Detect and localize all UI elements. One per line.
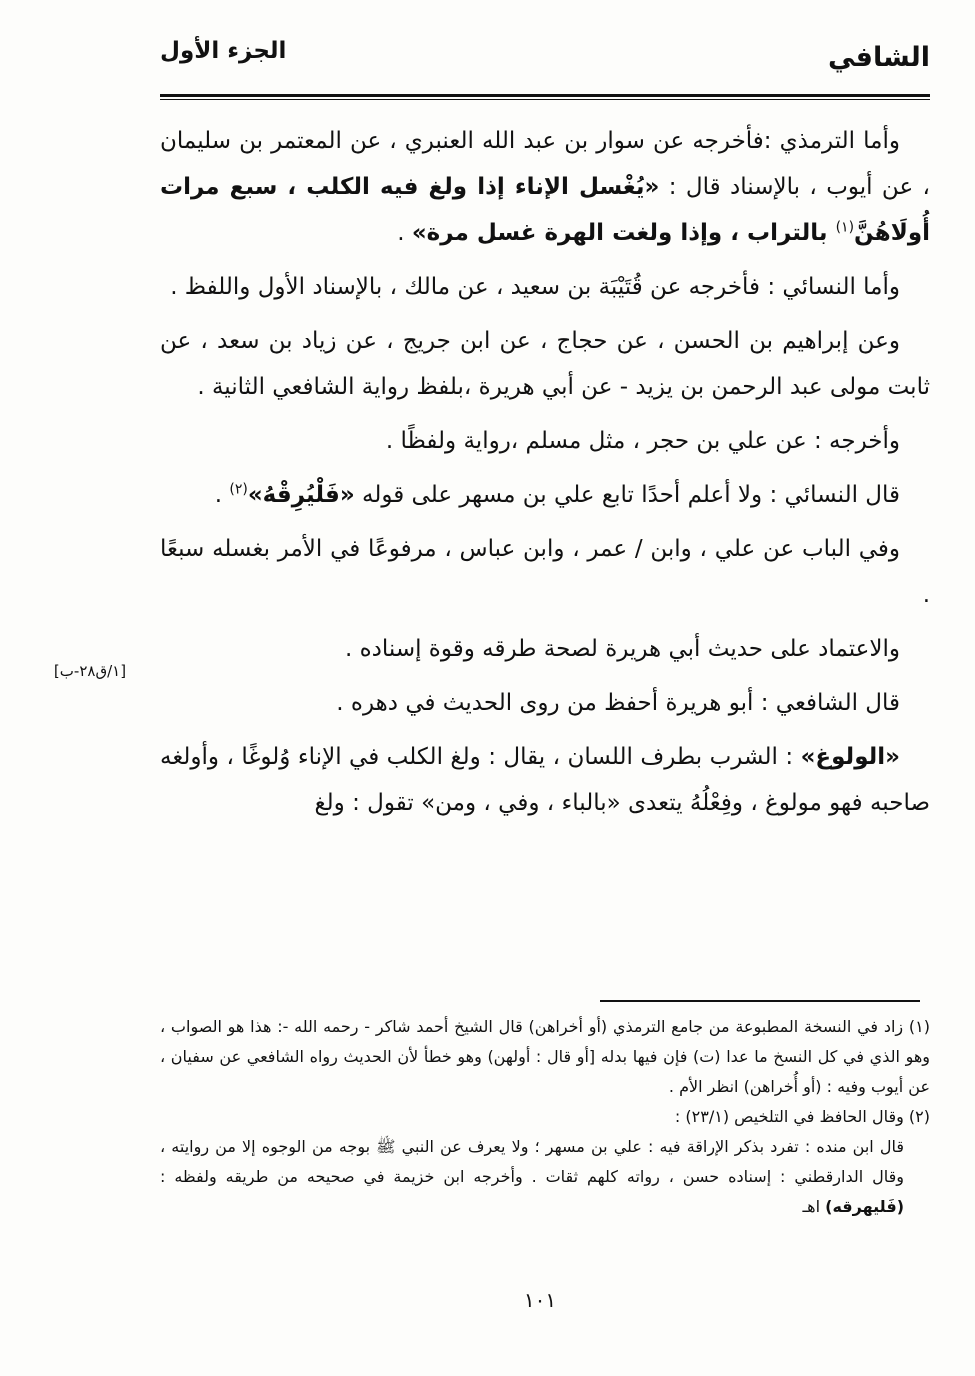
footnote-separator: [600, 1000, 920, 1002]
footnote-quoted-word: (فَليهرقه): [825, 1197, 904, 1216]
footnote-1: (١) زاد في النسخة المطبوعة من جامع الترمذي (أو أخراهن) قال الشيخ أحمد شاكر - رحمه الله -: هذا هو الصواب ، وهو الذي في كل النسخ ما عدا (ت) فإن فيها بدله [أو قال : أولهن) وهو خطأ لأن الحديث رواه الشافعي عن سفيان ، عن أيوب وفيه : (أو أُخراهن) انظر الأم .: [160, 1017, 930, 1096]
header-double-rule: [160, 94, 930, 100]
footnote-ref-2: (٢): [229, 481, 248, 498]
footnote-2-heading: (٢) وقال الحافظ في التلخيص (٢٣/١) :: [674, 1107, 930, 1126]
paragraph-ibrahim: وعن إبراهيم بن الحسن ، عن حجاج ، عن ابن جريج ، عن زياد بن سعد ، عن ثابت مولى عبد الرحمن بن يزيد - عن أبي هريرة ،بلفظ رواية الشافعي الثانية .: [160, 328, 930, 400]
hadith-quote-cont: بالتراب ، وإذا ولغت الهرة غسل مرة»: [411, 220, 836, 246]
paragraph-itimad: والاعتماد على حديث أبي هريرة لصحة طرقه وقوة إسناده .: [344, 636, 900, 662]
footnotes: [160, 1012, 930, 1252]
paragraph-shafii: قال الشافعي : أبو هريرة أحفظ من روى الحديث في دهره .: [336, 690, 900, 716]
main-text: [160, 118, 930, 988]
footnote-ref-1: (١): [835, 219, 855, 236]
running-header-book-title: الشافي: [827, 42, 930, 73]
quoted-word: «فَلْيُرِقْهُ»: [247, 482, 355, 508]
paragraph-wulugh: «الولوغ» : الشرب بطرف اللسان ، يقال : ولغ الكلب في الإناء وُلوغًا ، وأولغه صاحبه فهو مولوغ ، وفِعْلُهُ يتعدى «بالباء ، وفي ، ومن» تقول : ولغ: [160, 744, 930, 816]
running-header-volume: الجزء الأول: [160, 38, 287, 64]
paragraph-ali-ibn-hujr: وأخرجه : عن علي بن حجر ، مثل مسلم ،رواية ولفظًا .: [385, 428, 900, 454]
paragraph-bab: وفي الباب عن علي ، وابن / عمر ، وابن عباس ، مرفوعًا في الأمر بغسله سبعًا .: [160, 536, 930, 608]
page-number: ١٠١: [523, 1288, 557, 1312]
hadith-quote: «يُغْسل الإناء إذا ولغ فيه الكلب ، سبع مرات أُولَاهُنَّ: [160, 174, 930, 246]
footnote-2-body: قال ابن منده : تفرد بذكر الإراقة فيه : علي بن مسهر ؛ ولا يعرف عن النبي ﷺ بوجه من الوجوه إلا من روايته ، وقال الدارقطني : إسناده حسن ، رواته كلهم ثقات . وأخرجه ابن خزيمة في صحيحه من طريقه ولفظه : (فَليهرقه) اهـ: [160, 1137, 904, 1216]
manuscript-margin-note: [١/ق٢٨-ب]: [53, 662, 127, 680]
paragraph-tirmidhi: وأما الترمذي :فأخرجه عن سوار بن عبد الله العنبري ، عن المعتمر بن سليمان ، عن أيوب ، بالإسناد قال : «يُغْسل الإناء إذا ولغ فيه الكلب ، سبع مرات أُولَاهُنَّ$^{(١)}$ بالتراب ، وإذا ولغت الهرة غسل مرة» .: [160, 128, 930, 246]
defined-term: «الولوغ»: [800, 744, 900, 770]
paragraph-nasai: وأما النسائي : فأخرجه عن قُتَيْبَة بن سعيد ، عن مالك ، بالإسناد الأول واللفظ .: [170, 274, 900, 300]
paragraph-nasai-comment: قال النسائي : ولا أعلم أحدًا تابع علي بن مسهر على قوله «فَلْيُرِقْهُ»$^{(٢)}$ .: [214, 481, 900, 508]
